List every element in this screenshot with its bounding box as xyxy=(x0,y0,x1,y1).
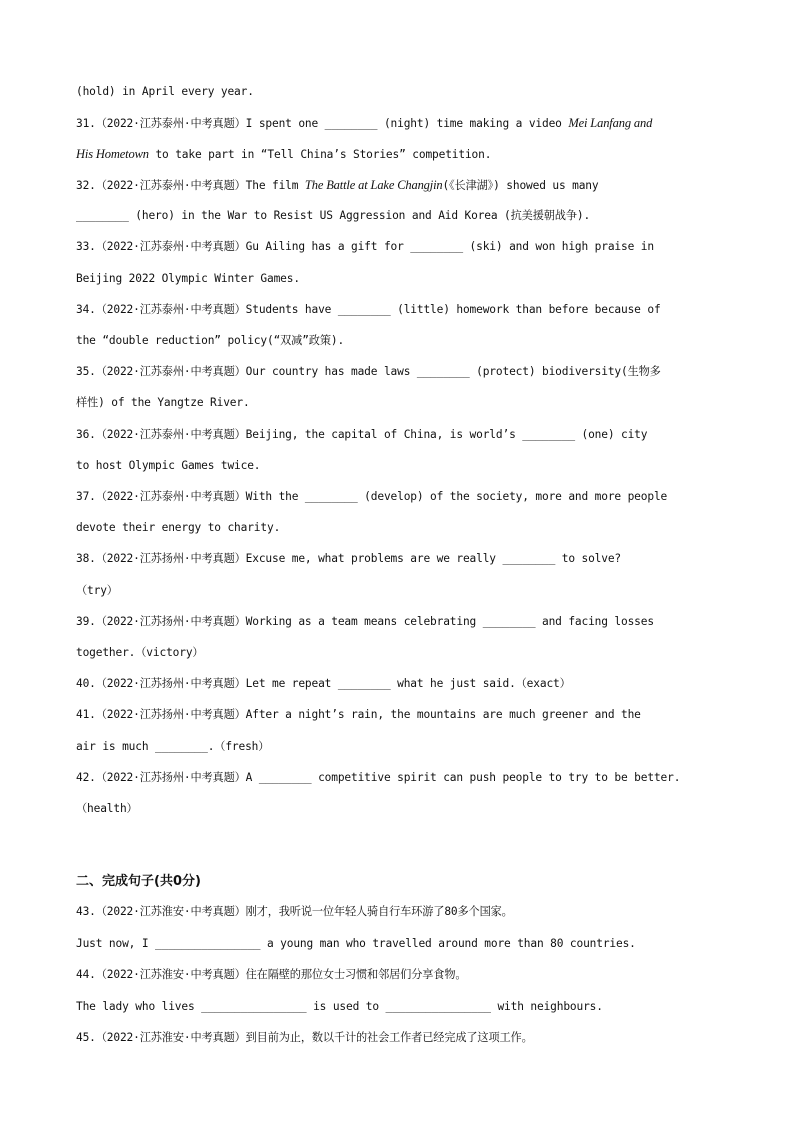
text-segment: 42.（2022·江苏扬州·中考真题）A ________ competitive spirit can push people to try to be better. xyxy=(76,771,681,784)
text-segment: 31.（2022·江苏泰州·中考真题）I spent one ________ (night) time making a video xyxy=(76,117,569,130)
text-segment: ________ (hero) in the War to Resist US Aggression and Aid Korea (抗美援朝战争). xyxy=(76,209,591,222)
text-line xyxy=(76,177,718,194)
text-segment: Beijing 2022 Olympic Winter Games. xyxy=(76,272,300,285)
text-segment: together.（victory） xyxy=(76,646,204,659)
italic-title-text: The Battle at Lake Changjin xyxy=(304,178,443,192)
text-line xyxy=(76,239,718,255)
text-segment: （try） xyxy=(76,584,118,597)
text-line xyxy=(76,739,718,755)
text-line xyxy=(76,364,718,380)
text-line xyxy=(76,904,718,920)
text-line xyxy=(76,84,718,100)
text-segment: 39.（2022·江苏扬州·中考真题）Working as a team means celebrating ________ and facing losses xyxy=(76,615,654,628)
text-segment: 36.（2022·江苏泰州·中考真题）Beijing, the capital of China, is world’s ________ (one) city xyxy=(76,428,648,441)
text-line xyxy=(76,271,718,287)
text-segment: devote their energy to charity. xyxy=(76,521,281,534)
text-segment: air is much ________.（fresh） xyxy=(76,740,270,753)
text-line xyxy=(76,583,718,599)
text-line xyxy=(76,1030,718,1046)
text-line xyxy=(76,999,718,1015)
text-line xyxy=(76,146,718,163)
text-segment: The lady who lives ________________ is used to ________________ with neighbours. xyxy=(76,1000,603,1013)
text-line xyxy=(76,302,718,318)
text-line xyxy=(76,208,718,224)
section-title: 二、完成句子(共0分) xyxy=(76,874,201,889)
text-line xyxy=(76,936,718,952)
text-segment: 样性) of the Yangtze River. xyxy=(76,396,250,409)
text-segment: 43.（2022·江苏淮安·中考真题）刚才，我听说一位年轻人骑自行车环游了80多个国家。 xyxy=(76,905,513,918)
italic-title-text: His Hometown xyxy=(76,147,149,161)
text-line xyxy=(76,707,718,723)
text-segment: 45.（2022·江苏淮安·中考真题）到目前为止，数以千计的社会工作者已经完成了这项工作。 xyxy=(76,1031,533,1044)
text-segment: to host Olympic Games twice. xyxy=(76,459,261,472)
text-line xyxy=(76,614,718,630)
text-segment: to take part in “Tell China’s Stories” competition. xyxy=(148,148,492,161)
text-segment: 33.（2022·江苏泰州·中考真题）Gu Ailing has a gift for ________ (ski) and won high praise in xyxy=(76,240,654,253)
text-line xyxy=(76,967,718,983)
text-line xyxy=(76,520,718,536)
text-segment: 35.（2022·江苏泰州·中考真题）Our country has made laws ________ (protect) biodiversity(生物多 xyxy=(76,365,661,378)
text-segment: 37.（2022·江苏泰州·中考真题）With the ________ (develop) of the society, more and more people xyxy=(76,490,668,503)
text-segment: 41.（2022·江苏扬州·中考真题）After a night’s rain, the mountains are much greener and the xyxy=(76,708,641,721)
text-segment: Just now, I ________________ a young man who travelled around more than 80 countries. xyxy=(76,937,636,950)
italic-title-text: Mei Lanfang and xyxy=(568,116,653,130)
text-line xyxy=(76,801,718,817)
text-line xyxy=(76,676,718,692)
text-segment: （health） xyxy=(76,802,138,815)
text-line xyxy=(76,551,718,567)
text-segment: 44.（2022·江苏淮安·中考真题）住在隔壁的那位女士习惯和邻居们分享食物。 xyxy=(76,968,467,981)
text-segment: (《长津湖》) showed us many xyxy=(442,179,599,192)
text-segment: (hold) in April every year. xyxy=(76,85,254,98)
text-line xyxy=(76,115,718,132)
text-line xyxy=(76,770,718,786)
text-line xyxy=(76,333,718,349)
text-segment: 38.（2022·江苏扬州·中考真题）Excuse me, what problems are we really ________ to solve? xyxy=(76,552,622,565)
text-line xyxy=(76,458,718,474)
text-segment: 40.（2022·江苏扬州·中考真题）Let me repeat ________ what he just said.（exact） xyxy=(76,677,571,690)
text-line xyxy=(76,427,718,443)
text-segment: 32.（2022·江苏泰州·中考真题）The film xyxy=(76,179,305,192)
text-line xyxy=(76,489,718,505)
text-segment: the “double reduction” policy(“双减”政策). xyxy=(76,334,345,347)
text-line xyxy=(76,395,718,411)
text-segment: 34.（2022·江苏泰州·中考真题）Students have ________ (little) homework than before because of xyxy=(76,303,661,316)
text-line xyxy=(76,645,718,661)
